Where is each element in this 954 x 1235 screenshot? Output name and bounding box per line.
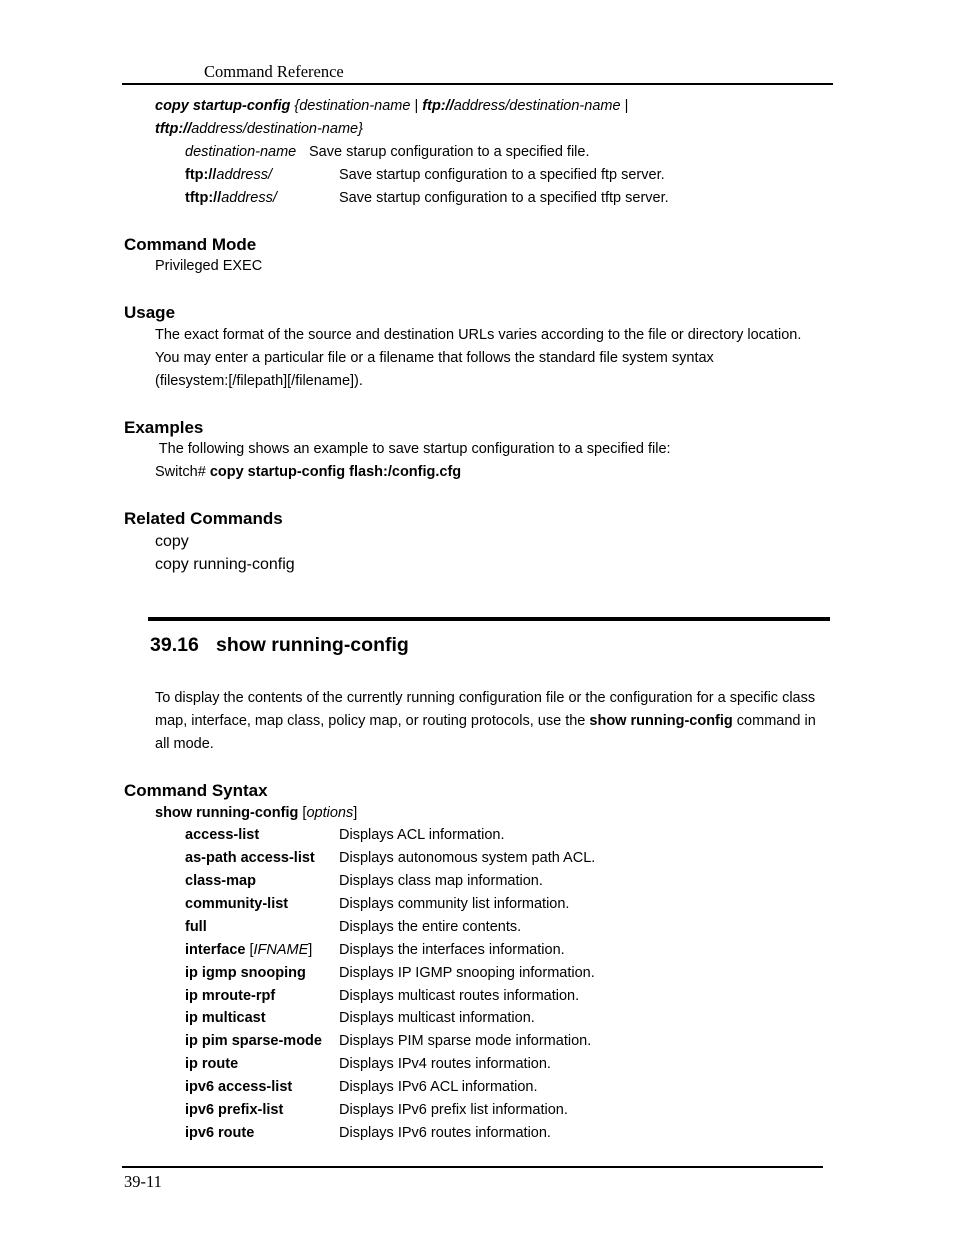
option-desc: Displays the interfaces information.: [339, 942, 565, 958]
usage-line: The exact format of the source and destination URLs varies according to the file or directory location.: [155, 327, 802, 343]
param-name: [185, 167, 272, 184]
copy-syntax-line-2: [155, 121, 363, 138]
syntax-command: show running-config: [155, 805, 299, 821]
bracket: ]: [353, 805, 358, 821]
option-name: ip route: [185, 1056, 239, 1072]
ftp-arg: address/destination-name: [453, 98, 621, 114]
syntax-arg: options: [306, 805, 354, 821]
bracket: [: [245, 942, 254, 958]
option-desc: Displays class map information.: [339, 873, 543, 889]
option-desc: Displays IPv6 routes information.: [339, 1125, 551, 1141]
option-desc: Displays multicast information.: [339, 1010, 535, 1026]
tftp-keyword: tftp://: [155, 121, 192, 137]
dest-arg: {destination-name: [290, 98, 411, 114]
copy-syntax-line-1: [155, 98, 628, 115]
option-name: full: [185, 919, 207, 935]
option-desc: Displays IP IGMP snooping information.: [339, 965, 595, 981]
desc-command: show running-config: [589, 713, 733, 729]
option-name: class-map: [185, 873, 256, 889]
page-number: 39-11: [124, 1172, 162, 1191]
param-desc: Save starup configuration to a specified file.: [309, 144, 590, 160]
option-name: ipv6 access-list: [185, 1079, 293, 1095]
section-rule: [148, 617, 830, 621]
option-name: access-list: [185, 827, 260, 843]
option-name: [185, 942, 312, 959]
footer-rule: [122, 1166, 823, 1168]
header-rule: [122, 83, 833, 85]
ftp-keyword: ftp://: [422, 98, 454, 114]
desc-text: command in: [732, 713, 816, 729]
usage-heading: Usage: [124, 303, 176, 322]
usage-line: You may enter a particular file or a filename that follows the standard file system syntax: [155, 350, 714, 366]
section-title: show running-config: [216, 634, 409, 656]
option-desc: Displays IPv6 prefix list information.: [339, 1102, 568, 1118]
running-header: Command Reference: [204, 62, 344, 81]
param-name: [185, 190, 277, 207]
option-name: as-path access-list: [185, 850, 315, 866]
param-arg: address/: [216, 167, 273, 183]
related-commands-heading: Related Commands: [124, 509, 283, 528]
param-name: destination-name: [185, 144, 297, 160]
tftp-arg: address/destination-name}: [191, 121, 363, 137]
param-keyword: tftp://: [185, 190, 222, 206]
param-desc: Save startup configuration to a specified tftp server.: [339, 190, 669, 206]
related-command-item: copy running-config: [155, 556, 295, 573]
example-command: copy startup-config flash:/config.cfg: [209, 464, 462, 480]
examples-heading: Examples: [124, 418, 204, 437]
option-desc: Displays IPv6 ACL information.: [339, 1079, 538, 1095]
option-name: ip multicast: [185, 1010, 266, 1026]
option-desc: Displays the entire contents.: [339, 919, 522, 935]
option-name: community-list: [185, 896, 289, 912]
option-keyword: interface: [185, 942, 246, 958]
copy-command: copy startup-config: [155, 98, 291, 114]
option-desc: Displays ACL information.: [339, 827, 505, 843]
command-mode-heading: Command Mode: [124, 235, 257, 254]
param-desc: Save startup configuration to a specified ftp server.: [339, 167, 665, 183]
usage-line: (filesystem:[/filepath][/filename]).: [155, 373, 363, 389]
option-name: ipv6 prefix-list: [185, 1102, 284, 1118]
separator: |: [620, 98, 629, 114]
desc-text: map, interface, map class, policy map, or routing protocols, use the: [155, 713, 590, 729]
option-arg: IFNAME: [253, 942, 309, 958]
section-number: 39.16: [150, 634, 199, 656]
option-name: ip igmp snooping: [185, 965, 306, 981]
section-description-line: [155, 713, 816, 730]
option-desc: Displays IPv4 routes information.: [339, 1056, 551, 1072]
related-command-item: copy: [155, 533, 189, 550]
section-description-line: all mode.: [155, 736, 214, 752]
syntax-line: [155, 805, 357, 822]
option-desc: Displays autonomous system path ACL.: [339, 850, 596, 866]
bracket: ]: [308, 942, 313, 958]
bracket: [: [298, 805, 307, 821]
example-command-line: [155, 464, 461, 481]
option-desc: Displays PIM sparse mode information.: [339, 1033, 592, 1049]
option-name: ip pim sparse-mode: [185, 1033, 322, 1049]
param-keyword: ftp://: [185, 167, 217, 183]
cli-prompt: Switch#: [155, 464, 210, 480]
option-name: ip mroute-rpf: [185, 988, 276, 1004]
option-desc: Displays community list information.: [339, 896, 570, 912]
option-name: ipv6 route: [185, 1125, 255, 1141]
separator: |: [410, 98, 423, 114]
section-description-line: To display the contents of the currently running configuration file or the configuration for a specific class: [155, 690, 816, 706]
param-arg: address/: [221, 190, 277, 206]
examples-intro: The following shows an example to save startup configuration to a specified file:: [155, 441, 671, 457]
option-desc: Displays multicast routes information.: [339, 988, 580, 1004]
command-mode-text: Privileged EXEC: [155, 258, 263, 274]
command-syntax-heading: Command Syntax: [124, 781, 268, 800]
